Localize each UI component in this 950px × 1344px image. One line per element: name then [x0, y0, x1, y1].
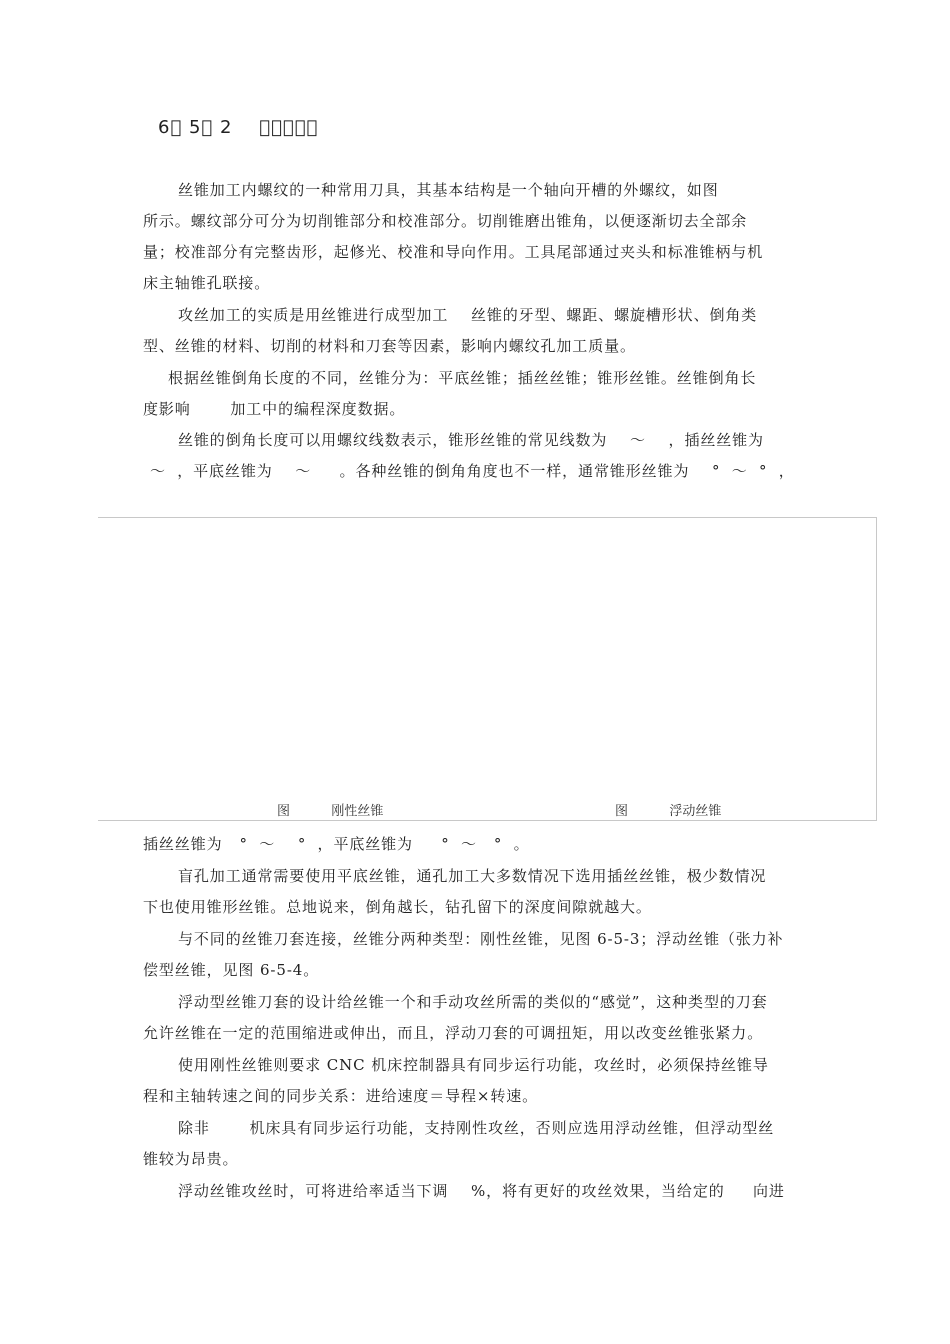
text-line: 所示。螺纹部分可分为切削锥部分和校准部分。切削锥磨出锥角，以便逐渐切去全部余 — [143, 212, 748, 230]
text-line: 浮动型丝锥刀套的设计给丝锥一个和手动攻丝所需的类似的“感觉”，这种类型的刀套 — [178, 993, 768, 1011]
text-line: 下也使用锥形丝锥。总地说来，倒角越长，钻孔留下的深度间隙就越大。 — [143, 898, 652, 916]
text-line: 丝锥加工内螺纹的一种常用刀具，其基本结构是一个轴向开槽的外螺纹，如图 — [178, 181, 719, 199]
text-line: 度影响 加工中的编程深度数据。 — [143, 400, 406, 418]
text-line: 攻丝加工的实质是用丝锥进行成型加工 丝锥的牙型、螺距、螺旋槽形状、倒角类 — [178, 306, 758, 324]
text-line: ～ ，平底丝锥为 ～ 。各种丝锥的倒角角度也不一样，通常锥形丝锥为 ° ～ ° ， — [150, 462, 795, 480]
figure-frame — [98, 517, 877, 821]
text-line: 程和主轴转速之间的同步关系：进给速度＝导程×转速。 — [143, 1087, 539, 1105]
text-line: 与不同的丝锥刀套连接，丝锥分两种类型：刚性丝锥，见图 6-5-3；浮动丝锥（张力补 — [178, 930, 784, 948]
text-line: 偿型丝锥，见图 6-5-4。 — [143, 961, 320, 979]
text-line: 量；校准部分有完整齿形，起修光、校准和导向作用。工具尾部通过夹头和标准锥柄与机 — [143, 243, 764, 261]
figure-caption-floating-tap: 图 浮动丝锥 — [615, 804, 722, 819]
text-line: 锥较为昂贵。 — [143, 1150, 239, 1168]
text-line: 丝锥的倒角长度可以用螺纹线数表示，锥形丝锥的常见线数为 ～ ，插丝丝锥为 — [178, 431, 764, 449]
text-line: 盲孔加工通常需要使用平底丝锥，通孔加工大多数情况下选用插丝丝锥，极少数情况 — [178, 867, 767, 885]
text-line: 允许丝锥在一定的范围缩进或伸出，而且，浮动刀套的可调扭矩，用以改变丝锥张紧力。 — [143, 1024, 764, 1042]
text-line: 根据丝锥倒角长度的不同，丝锥分为：平底丝锥；插丝丝锥；锥形丝锥。丝锥倒角长 — [168, 369, 757, 387]
text-line: 床主轴锥孔联接。 — [143, 274, 271, 292]
text-line: 型、丝锥的材料、切削的材料和刀套等因素，影响内螺纹孔加工质量。 — [143, 337, 636, 355]
text-line: 使用刚性丝锥则要求 CNC 机床控制器具有同步运行功能，攻丝时，必须保持丝锥导 — [178, 1056, 769, 1074]
section-heading: 6  5  2       — [158, 117, 319, 138]
figure-caption-rigid-tap: 图 刚性丝锥 — [277, 804, 384, 819]
text-line: 除非 机床具有同步运行功能，支持刚性攻丝，否则应选用浮动丝锥，但浮动型丝 — [178, 1119, 775, 1137]
text-line: 浮动丝锥攻丝时，可将进给率适当下调 %，将有更好的攻丝效果，当给定的 向进 — [178, 1182, 785, 1200]
text-line: 插丝丝锥为 ° ～ ° ，平底丝锥为 ° ～ ° 。 — [143, 835, 530, 853]
